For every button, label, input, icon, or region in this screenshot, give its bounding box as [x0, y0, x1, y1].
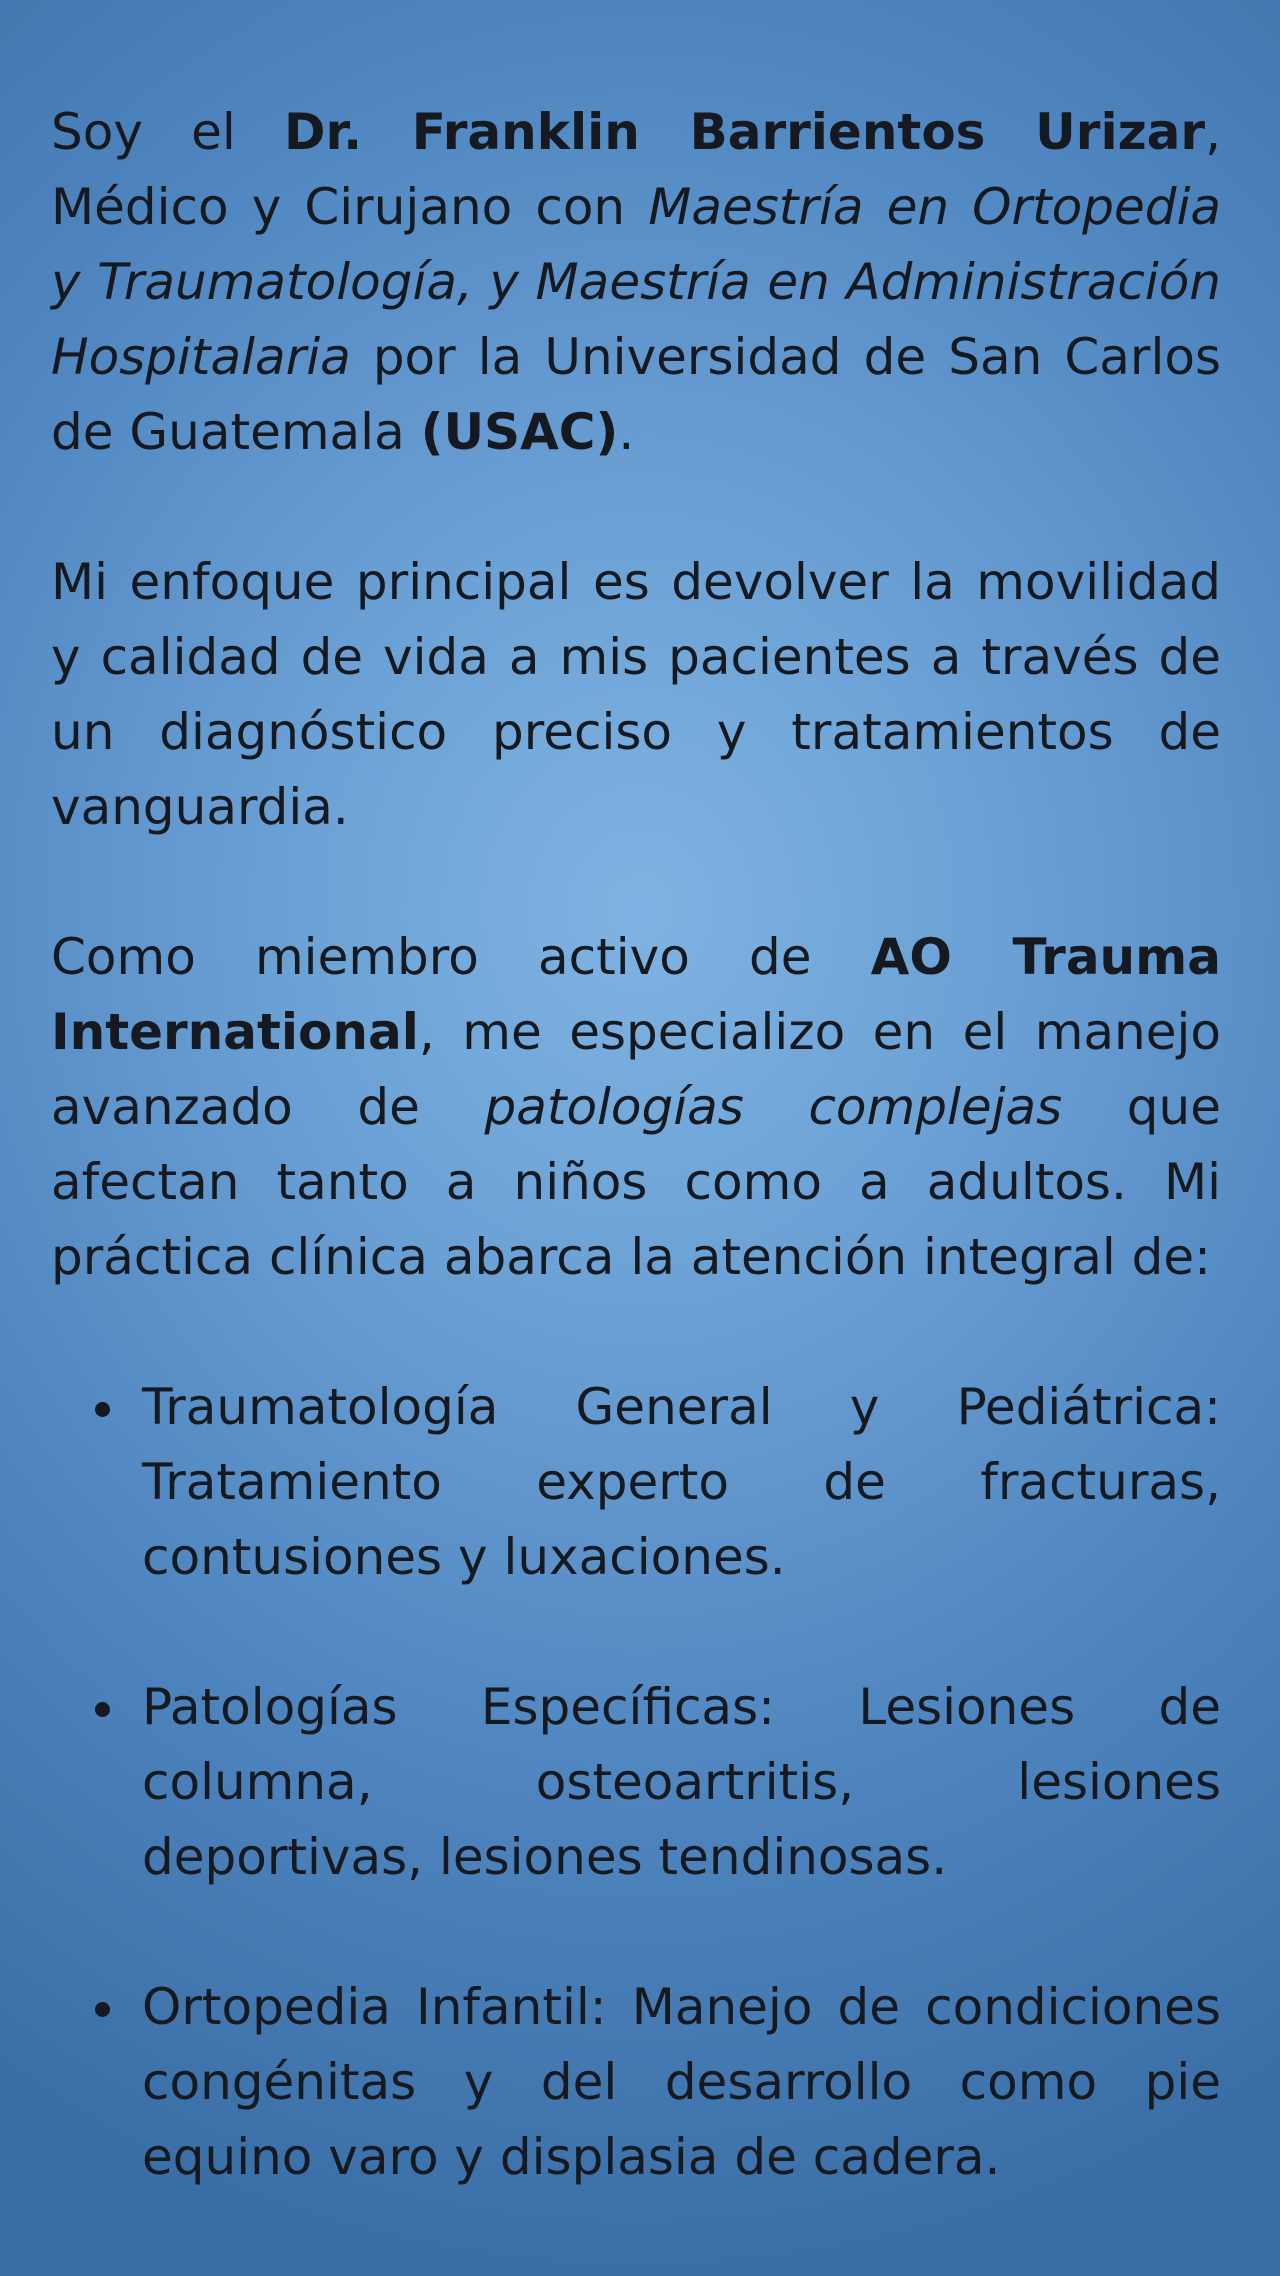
service-item-pediatric-orthopedics: [51, 1970, 1221, 2195]
service-item-pathologies: [51, 1670, 1221, 1895]
service-item-traumatology: [51, 1370, 1221, 1595]
bio-content: [51, 95, 1221, 2195]
bullet-icon: [95, 2002, 110, 2017]
organization-name: AO Trauma International: [51, 928, 1221, 1061]
degrees: Maestría en Ortopedia y Traumatología, y Maestría en Administración Hospitalaria: [51, 178, 1221, 386]
membership-text-2: , me especializo en el manejo avanzado de: [51, 1003, 1221, 1136]
membership-text-3: que afectan tanto a niños como a adultos. Mi práctica clínica abarca la atención integral de:: [51, 1078, 1221, 1286]
complex-pathologies: patologías complejas: [484, 1078, 1063, 1136]
doctor-name: Dr. Franklin Barrientos Urizar: [284, 103, 1206, 161]
services-list: [51, 1370, 1221, 2195]
membership-text-1: Como miembro activo de: [51, 928, 871, 986]
intro-text-1: Soy el: [51, 103, 285, 161]
university-acronym: (USAC): [420, 403, 619, 461]
intro-text-3: por la Universidad de San Carlos de Guatemala: [51, 328, 1221, 461]
membership-paragraph: [51, 920, 1221, 1295]
intro-text-2: , Médico y Cirujano con: [51, 103, 1221, 236]
service-text: Ortopedia Infantil: Manejo de condiciones congénitas y del desarrollo como pie equino varo y displasia de cadera.: [142, 1978, 1221, 2186]
intro-text-4: .: [618, 403, 635, 461]
service-text: Patologías Específicas: Lesiones de columna, osteoartritis, lesiones deportivas, lesiones tendinosas.: [142, 1678, 1221, 1886]
service-text: Traumatología General y Pediátrica: Tratamiento experto de fracturas, contusiones y luxaciones.: [142, 1378, 1221, 1586]
bullet-icon: [95, 1402, 110, 1417]
intro-paragraph: [51, 95, 1221, 470]
bullet-icon: [95, 1702, 110, 1717]
focus-paragraph: Mi enfoque principal es devolver la movilidad y calidad de vida a mis pacientes a través de un diagnóstico preciso y tratamientos de vanguardia.: [51, 553, 1221, 836]
